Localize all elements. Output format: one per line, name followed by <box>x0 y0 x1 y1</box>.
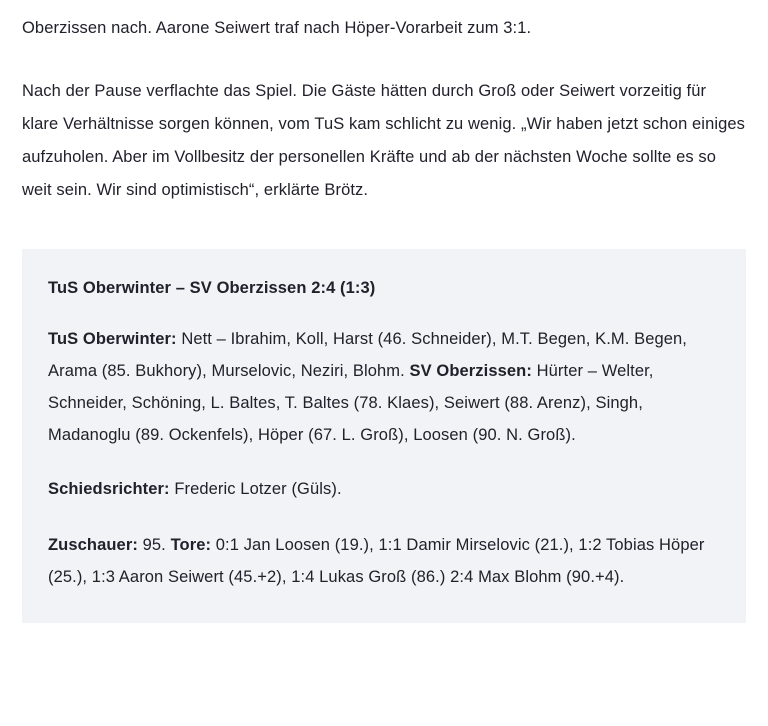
away-team-players: Hürter – Welter, Schneider, Schöning, L. Baltes, T. Baltes (78. Klaes), Seiwert (88. Arenz), Singh, Madanoglu (89. Ockenfels), Höper (67. L. Groß), Loosen (90. N. Groß). <box>48 362 654 444</box>
goals-label: Tore: <box>170 536 212 554</box>
away-team-label: SV Oberzissen: <box>409 362 532 380</box>
match-referee <box>48 473 720 505</box>
match-info-box <box>22 249 746 623</box>
article-paragraph-2: Nach der Pause verflachte das Spiel. Die Gäste hätten durch Groß oder Seiwert vorzeitig für klare Verhältnisse sorgen können, vom TuS kam schlicht zu wenig. „Wir haben jetzt schon einiges aufzuholen. Aber im Vollbesitz der personellen Kräfte und ab der nächsten Woche sollte es so weit sein. Wir sind optimistisch“, erklärte Brötz. <box>22 82 746 199</box>
referee-label: Schiedsrichter: <box>48 480 170 498</box>
match-spectators-and-goals <box>48 529 720 593</box>
home-team-label: TuS Oberwinter: <box>48 330 177 348</box>
home-team-players: Nett – Ibrahim, Koll, Harst (46. Schneider), M.T. Begen, K.M. Begen, Arama (85. Bukhory), Murselovic, Neziri, Blohm. <box>48 330 687 380</box>
spectators-label: Zuschauer: <box>48 536 138 554</box>
spectators-value: 95. <box>142 536 166 554</box>
article-paragraph-1: Oberzissen nach. Aarone Seiwert traf nach Höper-Vorarbeit zum 3:1. <box>22 19 532 37</box>
paragraph-spacer <box>22 45 746 75</box>
match-lineups <box>48 323 720 451</box>
match-result-heading: TuS Oberwinter – SV Oberzissen 2:4 (1:3) <box>48 279 376 297</box>
goals-value: 0:1 Jan Loosen (19.), 1:1 Damir Mirselovic (21.), 1:2 Tobias Höper (25.), 1:3 Aaron Seiwert (45.+2), 1:4 Lukas Groß (86.) 2:4 Max Blohm (90.+4). <box>48 536 705 586</box>
referee-value: Frederic Lotzer (Güls). <box>174 480 342 498</box>
